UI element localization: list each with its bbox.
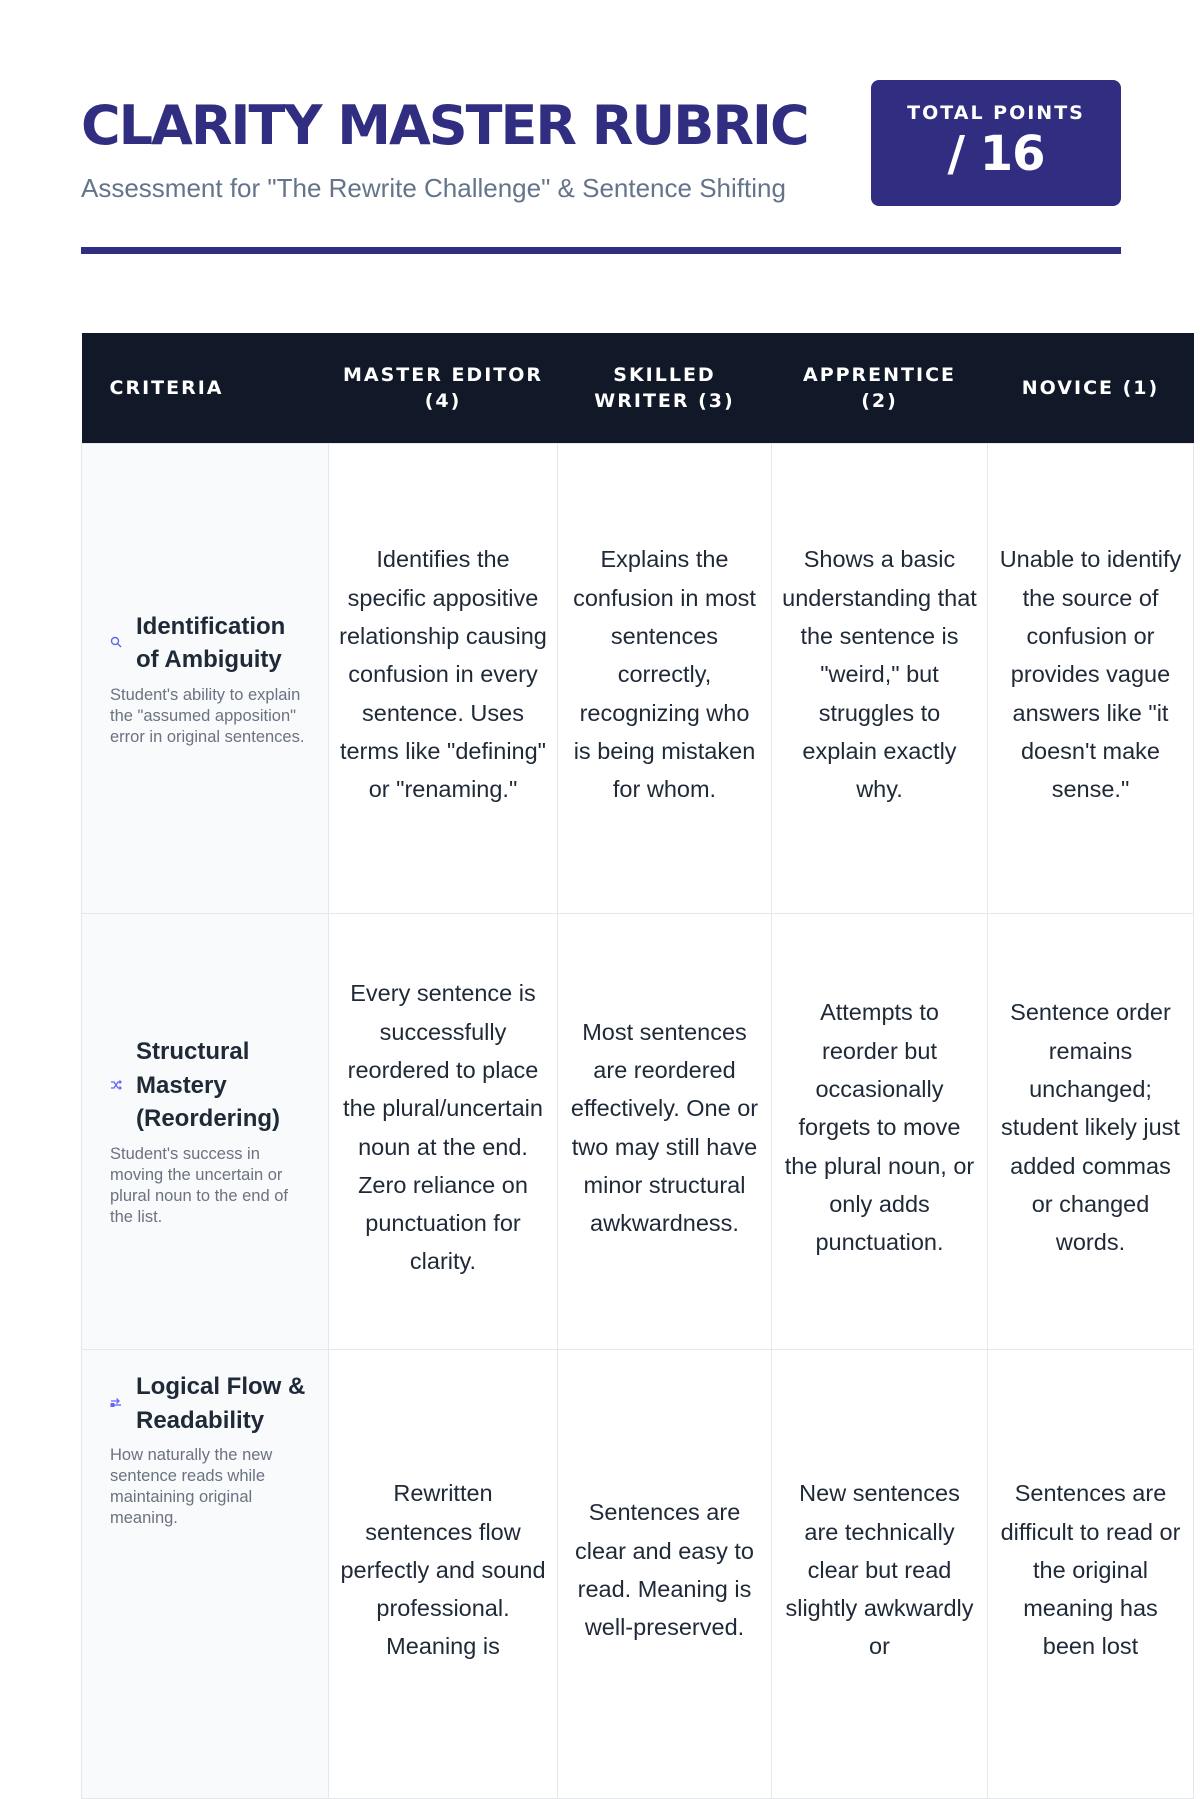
rubric-table bbox=[81, 333, 1194, 1799]
shuffle-icon bbox=[110, 1079, 124, 1093]
table-row bbox=[82, 914, 1194, 1350]
rubric-cell-apprentice: Attempts to reorder but occasionally forgets to move the plural noun, or only adds punctuation. bbox=[772, 914, 988, 1350]
column-header-skilled-writer: SKILLED WRITER (3) bbox=[558, 333, 772, 444]
rubric-cell-apprentice: Shows a basic understanding that the sentence is "weird," but struggles to explain exactly why. bbox=[772, 444, 988, 914]
page-title: CLARITY MASTER RUBRIC bbox=[81, 94, 808, 157]
criteria-heading bbox=[110, 610, 308, 677]
magnifier-icon bbox=[110, 636, 124, 650]
flow-icon bbox=[110, 1397, 124, 1411]
total-points-value: / 16 bbox=[947, 126, 1045, 182]
table-row bbox=[82, 1350, 1194, 1799]
rubric-cell-master-editor: Identifies the specific appositive relationship causing confusion in every sentence. Uses terms like "defining" or "renaming." bbox=[329, 444, 558, 914]
rubric-cell-skilled-writer: Most sentences are reordered effectively. One or two may still have minor structural awkwardness. bbox=[558, 914, 772, 1350]
rubric-cell-master-editor: Every sentence is successfully reordered to place the plural/uncertain noun at the end. Zero reliance on punctuation for clarity. bbox=[329, 914, 558, 1350]
rubric-cell-apprentice: New sentences are technically clear but read slightly awkwardly or bbox=[772, 1350, 988, 1799]
rubric-cell-novice: Unable to identify the source of confusion or provides vague answers like "it doesn't make sense." bbox=[988, 444, 1194, 914]
column-header-novice: NOVICE (1) bbox=[988, 333, 1194, 444]
page-subtitle: Assessment for "The Rewrite Challenge" & Sentence Shifting bbox=[81, 173, 786, 203]
criteria-description: How naturally the new sentence reads while maintaining original meaning. bbox=[110, 1446, 273, 1527]
header-divider bbox=[81, 247, 1121, 254]
total-points-badge bbox=[871, 80, 1121, 206]
column-header-criteria: CRITERIA bbox=[82, 333, 329, 444]
column-header-master-editor: MASTER EDITOR (4) bbox=[329, 333, 558, 444]
criteria-cell bbox=[82, 914, 329, 1350]
column-header-apprentice: APPRENTICE (2) bbox=[772, 333, 988, 444]
total-points-label: TOTAL POINTS bbox=[907, 102, 1085, 124]
table-row bbox=[82, 444, 1194, 914]
criteria-description: Student's ability to explain the "assumed apposition" error in original sentences. bbox=[110, 685, 305, 746]
rubric-cell-novice: Sentences are difficult to read or the original meaning has been lost bbox=[988, 1350, 1194, 1799]
criteria-cell bbox=[82, 1350, 329, 1799]
rubric-cell-novice: Sentence order remains unchanged; student likely just added commas or changed words. bbox=[988, 914, 1194, 1350]
table-header-row bbox=[82, 333, 1194, 444]
criteria-heading bbox=[110, 1370, 308, 1437]
criteria-heading bbox=[110, 1035, 308, 1136]
criteria-description: Student's success in moving the uncertain or plural noun to the end of the list. bbox=[110, 1144, 288, 1226]
criteria-title: Identification of Ambiguity bbox=[136, 612, 286, 673]
page-header bbox=[81, 80, 1121, 255]
criteria-cell bbox=[82, 444, 329, 914]
rubric-cell-skilled-writer: Sentences are clear and easy to read. Meaning is well-preserved. bbox=[558, 1350, 772, 1799]
criteria-title: Logical Flow & Readability bbox=[136, 1373, 306, 1434]
rubric-cell-master-editor: Rewritten sentences flow perfectly and sound professional. Meaning is bbox=[329, 1350, 558, 1799]
rubric-cell-skilled-writer: Explains the confusion in most sentences correctly, recognizing who is being mistaken for whom. bbox=[558, 444, 772, 914]
criteria-title: Structural Mastery (Reordering) bbox=[136, 1038, 280, 1133]
